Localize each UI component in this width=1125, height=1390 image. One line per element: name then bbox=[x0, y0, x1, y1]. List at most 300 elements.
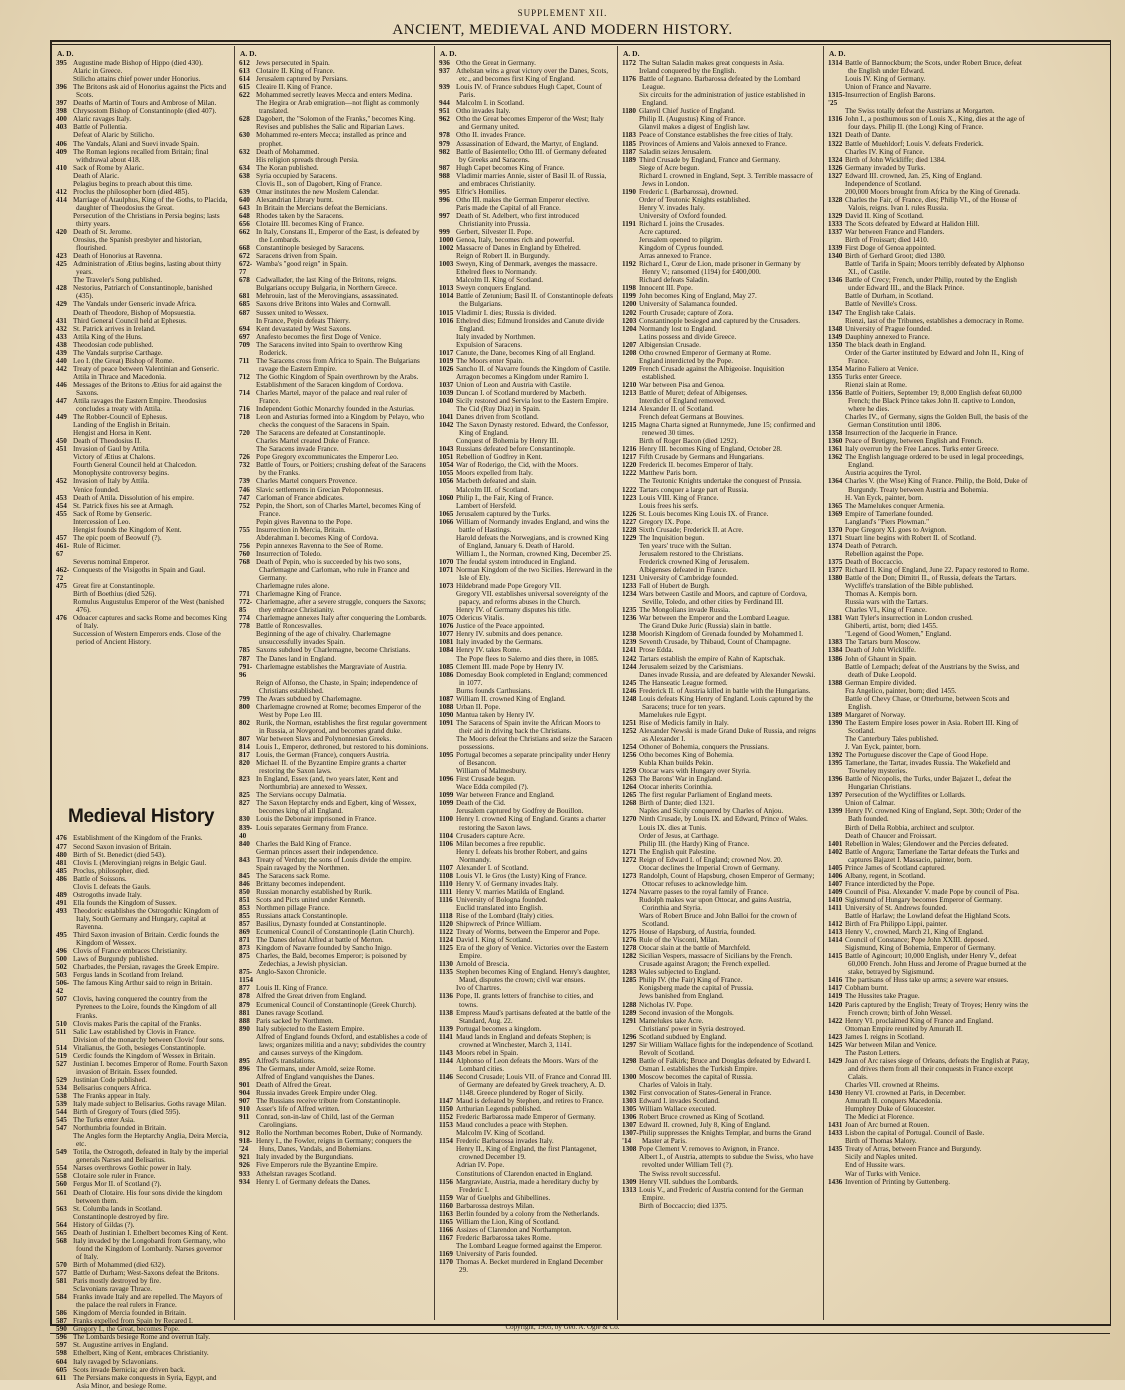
entry-text: Portugal becomes a kingdom. bbox=[456, 1024, 542, 1033]
entry-text: Dauphiny annexed to France. bbox=[845, 332, 930, 341]
entry-text: Death of Dante. bbox=[845, 131, 891, 140]
entry-text: Birth of Thomas Malory. bbox=[845, 1137, 917, 1146]
history-entry bbox=[439, 212, 613, 228]
history-entry bbox=[56, 373, 230, 381]
history-entry bbox=[439, 848, 613, 864]
entry-year: 1265 bbox=[622, 791, 637, 800]
entry-text: French Crusade against the Albigeoise. Inquisition established. bbox=[639, 364, 785, 381]
entry-text: Death of Attila. Dissolution of his empire. bbox=[73, 493, 194, 502]
entry-text: Charlemagne annexes Italy after conquering the Lombards. bbox=[256, 614, 427, 623]
entry-year bbox=[56, 131, 73, 139]
entry-year bbox=[622, 1170, 639, 1178]
entry-year: 820 bbox=[239, 759, 250, 768]
entry-text: Richard II. King of England, June 22. Papacy restored to Rome. bbox=[845, 566, 1030, 574]
entry-year: 1107 bbox=[439, 863, 453, 872]
entry-year: 489 bbox=[56, 890, 67, 899]
entry-text: Malcolm III. of Scotland. bbox=[456, 485, 530, 494]
entry-text: Deaths of Martin of Tours and Ambrose of Milan. bbox=[73, 99, 217, 108]
entry-year bbox=[439, 333, 456, 341]
history-entry bbox=[439, 445, 613, 453]
history-entry bbox=[56, 494, 230, 502]
history-entry bbox=[56, 333, 230, 341]
entry-text: The Inquisition begun. bbox=[639, 533, 705, 542]
history-entry bbox=[828, 83, 1032, 91]
entry-year: 720 bbox=[239, 429, 250, 438]
history-entry bbox=[828, 550, 1032, 558]
entry-year: 554 bbox=[56, 1164, 67, 1173]
entry-text: Stilicho attains chief power under Honorius. bbox=[73, 75, 201, 84]
entry-year bbox=[56, 518, 73, 526]
entry-year: 1416 bbox=[828, 976, 843, 985]
entry-year bbox=[622, 992, 639, 1000]
entry-year: 558 bbox=[56, 1172, 67, 1181]
entry-year: 1202 bbox=[622, 308, 637, 317]
history-entry bbox=[439, 1121, 613, 1129]
entry-year: 1431 bbox=[828, 1121, 843, 1130]
entry-text: Sicily and Naples united. bbox=[845, 1153, 918, 1162]
entry-text: In Britain the Mercians defeat the Bernicians. bbox=[256, 203, 388, 212]
entry-year: 1377 bbox=[828, 566, 843, 574]
history-entry bbox=[56, 1124, 230, 1132]
entry-year: 1039 bbox=[439, 388, 454, 397]
entry-year: 457 bbox=[56, 533, 67, 542]
entry-text: Birth of Boccaccio; died 1375. bbox=[639, 1201, 728, 1210]
entry-year: 760 bbox=[239, 549, 250, 558]
entry-year: 1176 bbox=[622, 75, 636, 84]
history-entry bbox=[56, 1060, 230, 1076]
entry-text: Clement III. made Pope by Henry IV. bbox=[456, 662, 564, 671]
history-entry bbox=[239, 317, 430, 325]
entry-year: 1214 bbox=[622, 405, 637, 414]
history-entry bbox=[239, 840, 430, 848]
entry-year: 1198 bbox=[622, 284, 636, 293]
history-entry bbox=[622, 759, 819, 767]
entry-text: Christians' power in Syria destroyed. bbox=[639, 1024, 746, 1033]
entry-year: 1146 bbox=[439, 1072, 453, 1081]
entry-text: The feudal system introduced in England. bbox=[456, 557, 577, 566]
entry-text: Scots invade Bernicia; are driven back. bbox=[73, 1365, 186, 1374]
entry-text: War of Roderigo, the Cid, with the Moors. bbox=[456, 461, 578, 470]
entry-year: 888 bbox=[239, 1016, 250, 1025]
entry-text: Navarre passes to the royal family of France. bbox=[639, 887, 769, 896]
entry-year: 877 bbox=[239, 984, 250, 993]
entry-year: 747 bbox=[239, 493, 250, 502]
entry-year: 1264 bbox=[622, 783, 637, 792]
history-entry bbox=[622, 671, 819, 679]
entry-year bbox=[56, 172, 73, 180]
entry-text: Invasion of Gaul by Attila. bbox=[73, 445, 150, 454]
entry-text: Ethelbert, King of Kent, embraces Christianity. bbox=[73, 1349, 209, 1358]
entry-year: 774 bbox=[239, 614, 250, 623]
entry-text: Battle of Legnano. Barbarossa defeated by the Lombard League. bbox=[639, 75, 801, 92]
entry-year: 1302 bbox=[622, 1089, 637, 1098]
entry-text: Battle of Poitiers, September 19; 8,000 English defeat 60,000 French; the Black Prince takes John II. captive to London, where he dies. bbox=[845, 388, 1022, 414]
entry-text: Spain ravaged by the Northmen. bbox=[256, 863, 350, 872]
entry-year: 1422 bbox=[828, 1016, 843, 1025]
entry-text: Empire of Tamerlane founded. bbox=[845, 509, 933, 518]
column-3 bbox=[439, 50, 613, 1318]
history-entry bbox=[56, 566, 230, 582]
entry-text: Saladin seizes Jerusalem. bbox=[639, 147, 712, 156]
history-entry bbox=[56, 212, 230, 228]
entry-text: Death of Mohammed. bbox=[256, 147, 320, 156]
entry-year: 1375 bbox=[828, 557, 843, 566]
entry-text: His religion spreads through Persia. bbox=[256, 155, 359, 164]
entry-year: 716 bbox=[239, 405, 250, 414]
history-entry bbox=[56, 1221, 230, 1229]
entry-text: Frederick crowned King of Jerusalem. bbox=[639, 557, 750, 566]
entry-text: Interdict of England removed. bbox=[639, 397, 726, 406]
entry-text: French defeat Germans at Bouvines. bbox=[639, 413, 744, 422]
entry-year bbox=[828, 550, 845, 558]
entry-text: Death of Justinian I. Ethelbert becomes King of Kent. bbox=[73, 1228, 228, 1237]
history-entry bbox=[622, 558, 819, 566]
history-entry bbox=[239, 968, 430, 984]
entry-text: Paris sacked by Northmen. bbox=[256, 1016, 334, 1025]
entry-text: Second invasion of the Mongols. bbox=[639, 1008, 734, 1017]
entry-year: 643 bbox=[239, 203, 250, 212]
history-entry bbox=[828, 1105, 1032, 1113]
entry-year: 845 bbox=[239, 871, 250, 880]
history-entry bbox=[56, 1108, 230, 1116]
entry-text: Henry I. defeats his brother Robert, and gains Normandy. bbox=[456, 847, 588, 864]
entry-text: Otho invades Italy. bbox=[456, 107, 511, 116]
entry-text: German Empire divided. bbox=[845, 678, 917, 687]
entry-text: Gregory VII. establishes universal sovereignty of the papacy, and reforms abuses in the Church. bbox=[456, 590, 609, 607]
history-entry bbox=[828, 992, 1032, 1000]
entry-year: 1073 bbox=[439, 582, 454, 591]
entry-text: Death of Theodore, Bishop of Mopsuestia. bbox=[73, 308, 196, 317]
entry-text: Insurrection of English Barons. bbox=[845, 91, 936, 100]
entries-list bbox=[439, 59, 613, 1274]
entry-year: 1340 bbox=[828, 252, 843, 261]
entry-year: 1139 bbox=[439, 1024, 453, 1033]
history-entry bbox=[439, 1129, 613, 1137]
history-entry bbox=[56, 979, 230, 995]
entry-text: War between France and England. bbox=[456, 791, 555, 800]
entry-text: Birth of Fra Philippo Lippi, painter. bbox=[845, 920, 948, 929]
entry-text: Pope Gregory excommunicates the Emperor Leo. bbox=[256, 453, 399, 462]
entry-year: 1037 bbox=[439, 380, 454, 389]
entry-text: Watt Tyler's insurrection in London crushed. bbox=[845, 614, 973, 623]
entry-text: William II. crowned King of England. bbox=[456, 694, 566, 703]
entry-year: 425 bbox=[56, 260, 67, 269]
entry-year: 879 bbox=[239, 1000, 250, 1009]
entry-text: Alfred's translations. bbox=[256, 1056, 316, 1065]
entry-year: 752 bbox=[239, 501, 250, 510]
entry-year: 1300 bbox=[622, 1072, 637, 1081]
entry-text: The Vandals, Alani and Suevi invade Spain. bbox=[73, 139, 200, 148]
entry-text: Henry V., crowned, March 21, King of England. bbox=[845, 928, 984, 937]
entry-text: Ottoman Empire reunited by Amurath II. bbox=[845, 1024, 963, 1033]
entry-text: Proclus, philosopher, died. bbox=[73, 866, 150, 875]
history-entry bbox=[622, 791, 819, 799]
history-entry bbox=[239, 413, 430, 429]
entry-year: 1220 bbox=[622, 461, 637, 470]
history-entry bbox=[828, 1041, 1032, 1049]
entry-year: 999 bbox=[439, 228, 450, 237]
entry-text: Clotaire sole ruler in France. bbox=[73, 1172, 156, 1181]
entry-text: Danes invade Russia, and are defeated by Alexander Newski. bbox=[639, 670, 816, 679]
history-entry bbox=[622, 542, 819, 550]
history-entry bbox=[622, 131, 819, 139]
entry-year bbox=[56, 453, 73, 461]
history-entry bbox=[828, 75, 1032, 83]
history-entry bbox=[622, 172, 819, 188]
entry-text: Charlemagne King of France. bbox=[256, 590, 342, 599]
entry-text: Henry V. marries Matilda of England. bbox=[456, 887, 565, 896]
history-entry bbox=[439, 1073, 613, 1097]
entry-year bbox=[622, 832, 639, 840]
history-entry bbox=[56, 196, 230, 212]
entry-year: 656 bbox=[239, 219, 250, 228]
entry-text: Norman Kingdom of the two Sicilies. Hereward in the Isle of Ely. bbox=[456, 566, 613, 583]
entry-year: 628 bbox=[239, 115, 250, 124]
entry-text: Rule of the Visconti, Milan. bbox=[639, 936, 720, 945]
entry-text: Frederic I. (Barbarossa), drowned. bbox=[639, 187, 738, 196]
entry-text: Battle of Zetunium; Basil II. of Constantinople defeats the Bulgarians. bbox=[456, 292, 613, 309]
entry-text: Jews banished from England. bbox=[639, 992, 724, 1001]
history-entry bbox=[622, 566, 819, 574]
history-entry bbox=[56, 107, 230, 115]
entry-text: Ella founds the Kingdom of Sussex. bbox=[73, 898, 177, 907]
history-entry bbox=[439, 1009, 613, 1025]
history-entry bbox=[56, 260, 230, 276]
entry-text: Clovis of France embraces Christianity. bbox=[73, 947, 187, 956]
entry-text: Laws of Burgundy published. bbox=[73, 955, 159, 964]
entry-year: 1276 bbox=[622, 936, 637, 945]
entry-text: Prose Edda. bbox=[639, 646, 674, 655]
entry-text: Bulgarians occupy Bulgaria, in Northern Greece. bbox=[256, 284, 398, 293]
entry-text: Kingdom of Navarre founded by Sancho Inigo. bbox=[256, 944, 392, 953]
entry-text: Mamelukes rule Egypt. bbox=[639, 710, 707, 719]
history-entry bbox=[56, 397, 230, 413]
entry-year: 507 bbox=[56, 995, 67, 1004]
entry-text: The Medici at Florence. bbox=[845, 1113, 915, 1122]
entry-year: 944 bbox=[439, 99, 450, 108]
entry-year bbox=[56, 67, 73, 75]
entry-text: Mohammed secretly leaves Mecca and enters Medina. bbox=[256, 91, 413, 100]
entry-year: 506-42 bbox=[56, 979, 70, 996]
entry-text: Death of Chaucer and Froissart. bbox=[845, 831, 937, 840]
entry-year: 672-77 bbox=[239, 260, 253, 277]
entry-text: William of Normandy invades England, and wins the battle of Hastings. bbox=[456, 517, 610, 534]
entry-text: Invention of Printing by Guttenberg. bbox=[845, 1177, 951, 1186]
entry-year: 1215 bbox=[622, 421, 637, 430]
page-title: ANCIENT, MEDIEVAL AND MODERN HISTORY. bbox=[392, 22, 733, 38]
column-divider bbox=[617, 46, 618, 1320]
entry-text: The Danes land in England. bbox=[256, 654, 337, 663]
entry-text: Turks enter Greece. bbox=[845, 372, 902, 381]
entry-year: 1313 bbox=[622, 1185, 637, 1194]
history-entry bbox=[828, 711, 1032, 719]
entry-text: Attila ravages the Eastern Empire. Theodosius concludes a treaty with Attila. bbox=[73, 397, 207, 414]
entry-year: 772-85 bbox=[239, 598, 253, 615]
history-entry bbox=[828, 952, 1032, 976]
entry-text: Fall of Hubert de Burgh. bbox=[639, 582, 710, 591]
history-entry bbox=[56, 349, 230, 357]
history-entry bbox=[439, 582, 613, 590]
history-entry bbox=[828, 542, 1032, 550]
entry-year: 1324 bbox=[828, 155, 843, 164]
entry-year bbox=[239, 156, 256, 164]
entry-year: 420 bbox=[56, 228, 67, 237]
entry-year: 451 bbox=[56, 445, 67, 454]
entry-text: Odoacer captures and sacks Rome and becomes King of Italy. bbox=[73, 614, 227, 631]
entry-text: Attila in Thrace and Macedonia. bbox=[73, 372, 167, 381]
history-entry bbox=[622, 663, 819, 671]
history-entry bbox=[56, 1180, 230, 1188]
entry-text: St. Augustine arrives in England. bbox=[73, 1341, 169, 1350]
entry-text: Basilius, Dynasty founded at Constantinople. bbox=[256, 920, 387, 929]
entry-year: 850 bbox=[239, 887, 250, 896]
entry-year: 881 bbox=[239, 1008, 250, 1017]
entry-year bbox=[828, 1025, 845, 1033]
entry-text: Rebellion against the Pope. bbox=[845, 549, 924, 558]
history-entry bbox=[439, 148, 613, 164]
entry-year: 1108 bbox=[439, 871, 453, 880]
entry-year: 1147 bbox=[439, 1097, 453, 1106]
entry-text: Five Emperors rule the Byzantine Empire. bbox=[256, 1161, 378, 1170]
history-entry bbox=[239, 300, 430, 308]
history-entry bbox=[56, 534, 230, 542]
entry-text: Russians attack Constantinople. bbox=[256, 912, 348, 921]
entry-year: 1245 bbox=[622, 678, 637, 687]
history-entry bbox=[828, 622, 1032, 630]
entry-year bbox=[622, 413, 639, 421]
entry-year: 587 bbox=[56, 1317, 67, 1326]
column-divider bbox=[823, 46, 824, 1320]
entry-year: 502 bbox=[56, 963, 67, 972]
history-entry bbox=[239, 880, 430, 888]
entry-text: Kent devastated by West Saxons. bbox=[256, 324, 352, 333]
entry-text: Battle of Pollentia. bbox=[73, 123, 128, 132]
entry-year bbox=[56, 1132, 73, 1148]
entry-text: The Teutonic Knights undertake the conquest of Prussia. bbox=[639, 477, 802, 486]
history-entry bbox=[239, 180, 430, 188]
entry-text: Otho the Great in Germany. bbox=[456, 59, 536, 68]
entry-year bbox=[56, 486, 73, 494]
history-entry bbox=[828, 896, 1032, 904]
history-entry bbox=[439, 115, 613, 131]
entry-text: Kingdom of Cyprus founded. bbox=[639, 244, 724, 253]
entry-text: The Germans, under Arnold, seize Rome. bbox=[256, 1064, 376, 1073]
entry-year bbox=[622, 960, 639, 968]
entry-year: 1272 bbox=[622, 855, 637, 864]
entry-text: Battle of Angora; Tamerlane the Tartar defeats the Turks and captures Bajazet I. Massacio, painter, born. bbox=[845, 847, 1020, 864]
entry-text: Rise of Medicis family in Italy. bbox=[639, 718, 729, 727]
entry-year: 1429 bbox=[828, 1056, 843, 1065]
entry-year: 1297 bbox=[622, 1040, 637, 1049]
entry-year: 461-67 bbox=[56, 541, 70, 558]
entry-year: 406 bbox=[56, 139, 67, 148]
history-entry bbox=[622, 807, 819, 815]
entry-text: Euclid translated into English. bbox=[456, 903, 544, 912]
entry-year: 1355 bbox=[828, 372, 843, 381]
history-entry bbox=[239, 663, 430, 679]
history-entry bbox=[622, 212, 819, 220]
history-entry bbox=[828, 912, 1032, 920]
history-entry bbox=[828, 91, 1032, 107]
entry-text: H. Van Eyck, painter, born. bbox=[845, 493, 924, 502]
entry-year: 500 bbox=[56, 955, 67, 964]
entry-text: Death of Clotaire. His four sons divide the kingdom between them. bbox=[73, 1188, 223, 1205]
entry-text: Alexander II. of Scotland. bbox=[639, 405, 714, 414]
supplement-label: SUPPLEMENT XII. bbox=[517, 8, 608, 18]
entry-year: 395 bbox=[56, 59, 67, 68]
entry-year: 987 bbox=[439, 163, 450, 172]
entry-text: Alfred of England vanquishes the Danes. bbox=[256, 1072, 375, 1081]
history-entry bbox=[828, 1145, 1032, 1153]
entry-year: 563 bbox=[56, 1204, 67, 1213]
entry-year: 495 bbox=[56, 931, 67, 940]
entry-text: Mamelukes take Acre. bbox=[639, 1016, 704, 1025]
entry-text: Fergus lands in Scotland from Ireland. bbox=[73, 971, 184, 980]
entry-text: Siege of Acre begun. bbox=[639, 163, 700, 172]
history-entry bbox=[56, 148, 230, 164]
entry-year: 1348 bbox=[828, 324, 843, 333]
history-entry bbox=[828, 655, 1032, 663]
entry-text: Death of Theodosius II. bbox=[73, 437, 142, 446]
entry-text: Frederic Barbarossa invades Italy. bbox=[456, 1137, 554, 1146]
entry-text: Alfred of England founds Oxford, and establishes a code of laws; organizes militia and a navy; subdivides the country and causes surveys of the Kingdom. bbox=[256, 1032, 428, 1057]
history-entry bbox=[622, 107, 819, 115]
history-entry bbox=[239, 156, 430, 164]
history-entry bbox=[439, 309, 613, 317]
entry-year: 1217 bbox=[622, 453, 637, 462]
entry-text: Stephen becomes King of England. Henry's daughter, Maud, disputes the crown; civil war ensues. bbox=[456, 968, 610, 985]
history-entry bbox=[239, 630, 430, 646]
entry-text: Russia invades Greek Empire under Oleg. bbox=[256, 1089, 377, 1098]
history-entry bbox=[56, 1164, 230, 1172]
history-entry bbox=[56, 907, 230, 931]
history-entry bbox=[622, 67, 819, 75]
entry-year: 714 bbox=[239, 388, 250, 397]
history-entry bbox=[56, 526, 230, 534]
entry-year bbox=[56, 461, 73, 469]
entry-year: 648 bbox=[239, 211, 250, 220]
entry-text: Philip I., the Fair, King of France. bbox=[456, 493, 554, 502]
history-entry bbox=[439, 1145, 613, 1161]
entry-text: Rollo the Northman becomes Robert, Duke of Normandy. bbox=[256, 1129, 423, 1138]
entry-text: Alexandrian Library burnt. bbox=[256, 195, 334, 204]
entry-year: 1111 bbox=[439, 887, 453, 896]
history-entry bbox=[439, 1210, 613, 1218]
entry-text: Massacre of Danes in England by Ethelred. bbox=[456, 244, 581, 253]
entry-year: 570 bbox=[56, 1260, 67, 1269]
history-entry bbox=[56, 1341, 230, 1349]
entry-year bbox=[239, 848, 256, 856]
entry-text: Death of Alfred the Great. bbox=[256, 1081, 332, 1089]
entry-text: Narses overthrows Gothic power in Italy. bbox=[73, 1164, 192, 1173]
entry-text: Death of the Cid. bbox=[456, 799, 506, 808]
entry-text: The Russians receive tribute from Constantinople. bbox=[256, 1097, 401, 1106]
entry-text: Albigensian Crusade. bbox=[639, 340, 701, 349]
history-entry bbox=[622, 502, 819, 510]
entry-text: St. Columba lands in Scotland. bbox=[73, 1204, 163, 1213]
entry-text: Louis IV. of France subdues Hugh Capet, Count of Paris. bbox=[456, 83, 602, 100]
history-entry bbox=[439, 164, 613, 172]
entry-text: Persecution of the Christians in Persia begins; lasts thirty years. bbox=[73, 211, 220, 228]
history-entry bbox=[56, 252, 230, 260]
history-entry bbox=[239, 164, 430, 172]
entry-year bbox=[439, 405, 456, 413]
history-entry bbox=[439, 405, 613, 413]
entry-year: 1390 bbox=[828, 718, 843, 727]
history-entry bbox=[828, 292, 1032, 300]
entry-text: Augustine made Bishop of Hippo (died 430). bbox=[73, 59, 203, 68]
entry-text: Philip III. (the Hardy) King of France. bbox=[639, 839, 750, 848]
